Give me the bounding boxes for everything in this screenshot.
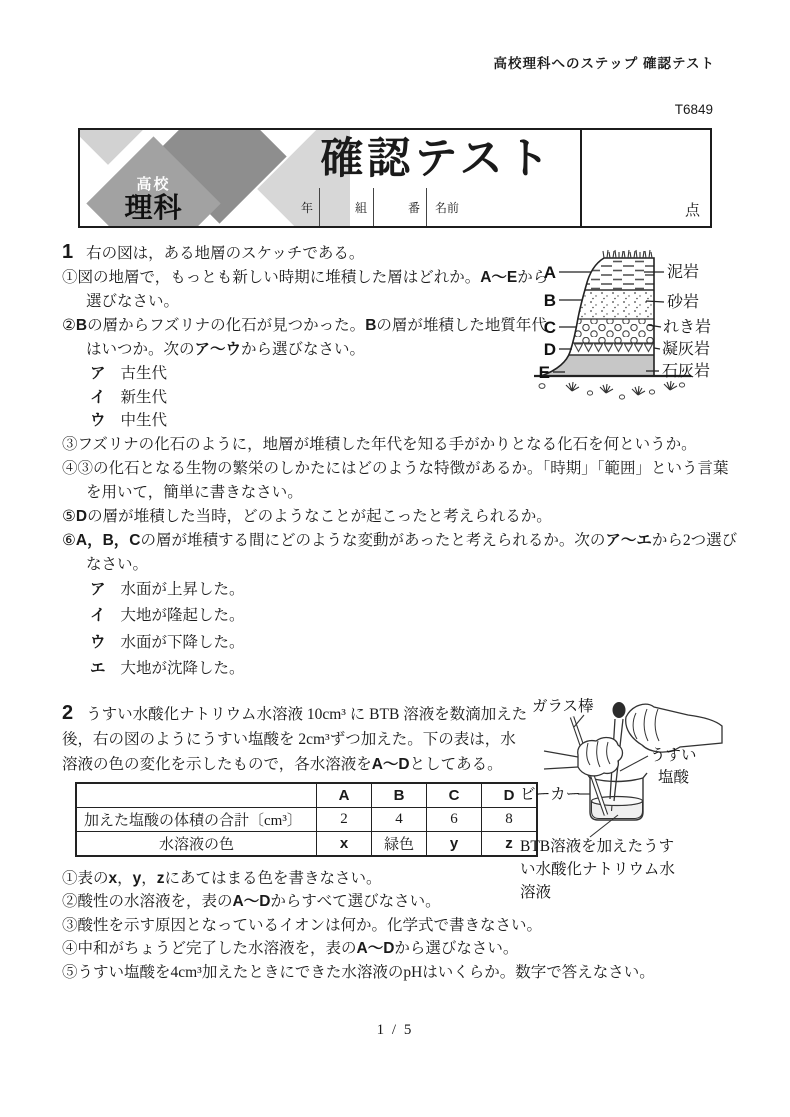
q2-item-5: ⑤うすい塩酸を4cm³加えたときにできた水溶液のpHはいくらか。数字で答えなさい。: [62, 963, 655, 981]
table-header-D: D: [482, 783, 538, 808]
question-2: [62, 697, 740, 985]
solution-label-line1: BTB溶液を加えたうす: [520, 837, 675, 855]
content: [62, 240, 740, 984]
document-code: T6849: [674, 102, 713, 117]
q1-item-6: ⑥A，B，Cの層が堆積する間にどのような変動があったと考えられるか。次のア～エから2つ選びなさい。: [62, 531, 738, 573]
left-hand: [544, 737, 623, 775]
page-title: 確認テスト: [320, 135, 554, 183]
rock-label-conglomerate: れき岩: [663, 319, 712, 336]
table-header-B: B: [372, 783, 427, 808]
grass-top: [603, 250, 652, 258]
q2-item-1: ①表のx，y，zにあてはまる色を書きなさい。: [62, 869, 382, 887]
table-cell: x: [317, 831, 372, 856]
rock-label-sandstone: 砂岩: [667, 294, 700, 311]
option-i: イ 大地が隆起した。: [90, 607, 245, 624]
q2-heading: [62, 701, 530, 777]
neutralization-experiment-diagram: [520, 693, 748, 911]
badge-school-level: 高校: [136, 176, 171, 193]
dropper-bulb: [613, 702, 626, 718]
table-cell: y: [427, 831, 482, 856]
q1-intro: 右の図は，ある地層のスケッチである。: [86, 245, 365, 262]
badge-subject: 理科: [124, 192, 183, 223]
option-a: ア 古生代: [90, 365, 168, 382]
hcl-label-line1: うすい: [650, 746, 697, 764]
strata-letter-E: E: [538, 363, 550, 382]
right-hand: [626, 704, 722, 752]
glass-rod-label: ガラス棒: [532, 697, 594, 715]
class-field-label: 組: [320, 188, 374, 226]
q2-table: [75, 782, 538, 857]
row-label: 加えた塩酸の体積の合計〔cm³〕: [76, 807, 317, 831]
document-header: 高校理科へのステップ 確認テスト: [493, 56, 715, 71]
q2-item-3: ③酸性を示す原因となっているイオンは何か。化学式で書きなさい。: [62, 916, 543, 934]
table-row-volume: [76, 807, 537, 831]
year-field-label: 年: [267, 188, 320, 226]
q2-number: 2: [62, 701, 74, 724]
table-cell: 6: [427, 807, 482, 831]
option-e: エ 大地が沈降した。: [90, 660, 245, 677]
strata-letter-D: D: [543, 340, 556, 359]
table-cell: 2: [317, 807, 372, 831]
table-row-color: [76, 831, 537, 856]
option-i: イ 新生代: [90, 388, 168, 406]
table-cell: 4: [372, 807, 427, 831]
hcl-label-line2: 塩酸: [658, 768, 690, 786]
score-label: 点: [684, 202, 700, 219]
table-header-A: A: [317, 783, 372, 808]
solution-label-line2: い水酸化ナトリウム水: [520, 860, 675, 878]
q2-item-4: ④中和がちょうど完了した水溶液を，表のA～Dから選びなさい。: [62, 940, 519, 957]
option-a: ア 水面が上昇した。: [90, 580, 245, 598]
number-field-label: 番: [374, 188, 427, 226]
strata-letter-B: B: [543, 291, 556, 310]
solution-label-line3: 溶液: [520, 883, 552, 901]
student-info-fields: [267, 188, 582, 226]
rock-label-mudstone: 泥岩: [667, 264, 700, 281]
option-u: ウ 水面が下降した。: [90, 633, 245, 651]
table-header-row: [76, 783, 537, 808]
score-box: [580, 130, 710, 226]
table-cell: 8: [482, 807, 538, 831]
rock-label-limestone: 石灰岩: [662, 363, 711, 380]
strata-letter-A: A: [543, 263, 556, 282]
q1-change-options: [90, 577, 740, 683]
q1-number: 1: [62, 241, 74, 263]
q1-item-5: ⑤Dの層が堆積した当時，どのようなことが起こったと考えられるか。: [62, 507, 552, 525]
question-1: [62, 240, 740, 683]
table-cell: z: [482, 831, 538, 856]
strata-diagram: [534, 246, 752, 404]
rock-label-tuff: 凝灰岩: [662, 341, 711, 358]
page-number: 1 / 5: [376, 1022, 414, 1038]
q2-item-2: ②酸性の水溶液を，表のA～Dからすべて選びなさい。: [62, 893, 441, 910]
name-field-label: 名前: [435, 200, 460, 215]
q1-item-2: ②Bの層からフズリナの化石が見つかった。Bの層が堆積した地質年代はいつか。次のア～ウから選びなさい。: [62, 317, 547, 358]
beaker-label: ビーカー: [520, 785, 582, 803]
q1-item-3: ③フズリナの化石のように，地層が堆積した年代を知る手がかりとなる化石を何というか。: [62, 435, 697, 453]
stones: [539, 383, 685, 399]
title-banner: [78, 128, 712, 228]
q1-item-1: ①図の地層で，もっとも新しい時期に堆積した層はどれか。A～Eから選びなさい。: [62, 269, 549, 310]
table-cell: 緑色: [372, 831, 427, 856]
table-header-C: C: [427, 783, 482, 808]
strata-letter-C: C: [543, 318, 556, 337]
table-corner-cell: [76, 783, 317, 808]
option-u: ウ 中生代: [90, 412, 168, 429]
row-label: 水溶液の色: [76, 831, 317, 856]
q2-intro: うすい水酸化ナトリウム水溶液 10cm³ に BTB 溶液を数滴加えた後，右の図のようにうすい塩酸を 2cm³ずつ加えた。下の表は，水溶液の色の変化を示したもので，各水溶液をA～Dとしてある。: [62, 705, 528, 773]
q1-item-4: ④③の化石となる生物の繁栄のしかたにはどのような特徴があるか。「時期」「範囲」という言葉を用いて，簡単に書きなさい。: [62, 459, 729, 501]
